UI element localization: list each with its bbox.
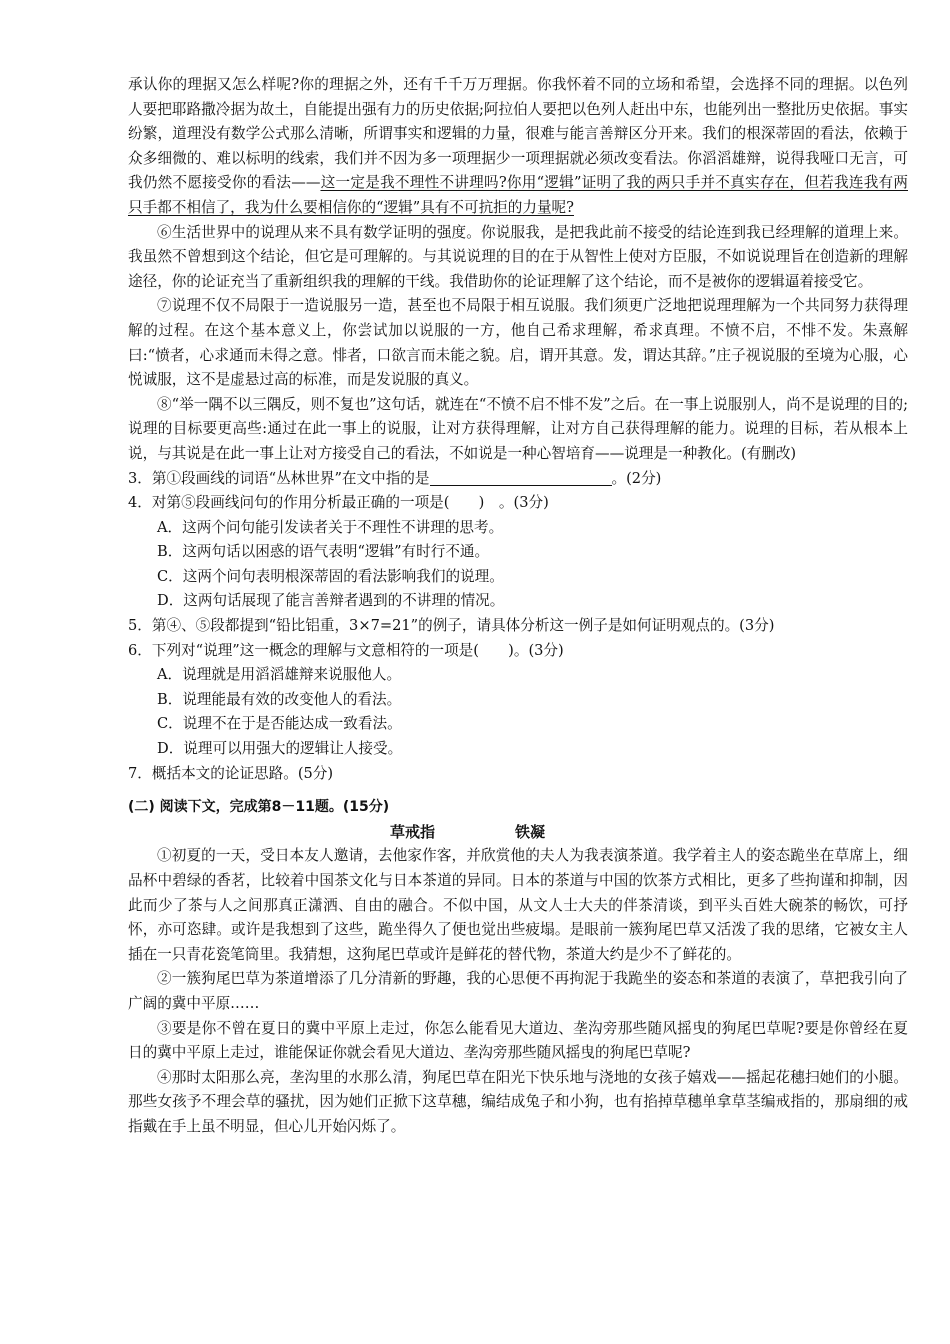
question-3-text: 3．第①段画线的词语“丛林世界”在文中指的是 (128, 469, 430, 487)
essay-paragraph-5 (128, 73, 908, 221)
answer-blank[interactable] (430, 469, 612, 486)
paragraph-5-text: 承认你的理据又怎么样呢?你的理据之外，还有千千万万理据。你我怀着不同的立场和希望，会选择不同的理据。以色列人要把耶路撒冷据为故土，自能提出强有力的历史依据;阿拉伯人要把以色列人赶出中东，也能列出一整批历史依据。事实纷繁，道理没有数学公式那么清晰，所谓事实和逻辑的力量，很难与能言善辩区分开来。我们的根深蒂固的看法，依赖于众多细微的、难以标明的线索，我们并不因为多一项理据少一项理据就必须改变看法。你滔滔雄辩，说得我哑口无言，可我仍然不愿接受你的看法—— (128, 76, 908, 192)
story-author: 铁凝 (515, 822, 546, 841)
question-6-option-b[interactable]: B．说理能最有效的改变他人的看法。 (157, 690, 402, 708)
story-title-row (128, 820, 908, 845)
essay-paragraph-8: ⑧“举一隅不以三隅反，则不复也”这句话，就连在“不愤不启不悱不发”之后。在一事上说服别人，尚不是说理的目的;说理的目标要更高些:通过在此一事上的说服，让对方获得理解，让对方自己获得理解的能力。说理的目标，若从根本上说，与其说是在此一事上让对方接受自己的看法，不如说是一种心智培育——说理是一种教化。(有删改) (128, 395, 908, 462)
question-4-option-d[interactable]: D．这两句话展现了能言善辩者遇到的不讲理的情况。 (157, 592, 505, 610)
question-4-option-c[interactable]: C．这两个问句表明根深蒂固的看法影响我们的说理。 (157, 567, 504, 585)
exam-page (128, 73, 908, 1140)
question-3 (128, 467, 908, 492)
question-6-option-a[interactable]: A．说理就是用滔滔雄辩来说服他人。 (157, 666, 402, 684)
question-7: 7．概括本文的论证思路。(5分) (128, 764, 334, 782)
question-4-option-b[interactable]: B．这两句话以困惑的语气表明“逻辑”有时行不通。 (157, 543, 490, 561)
question-6: 6．下列对“说理”这一概念的理解与文意相符的一项是( )。(3分) (128, 641, 564, 659)
essay-paragraph-7: ⑦说理不仅不局限于一造说服另一造，甚至也不局限于相互说服。我们须更广泛地把说理理解为一个共同努力获得理解的过程。在这个基本意义上，你尝试加以说服的一方，他自己希求理解，希求真理。不愤不启，不悱不发。朱熹解曰:“愤者，心求通而未得之意。悱者，口欲言而未能之貌。启，谓开其意。发，谓达其辞。”庄子视说服的至境为心服，心悦诚服，这不是虚悬过高的标准，而是发说服的真义。 (128, 297, 908, 389)
underlined-questions: 这一定是我不理性不讲理吗?你用“逻辑”证明了我的两只手并不真实存在，但若我连我有两只手都不相信了，我为什么要相信你的“逻辑”具有不可抗拒的力量呢? (128, 174, 908, 216)
story-paragraph-1: ①初夏的一天，受日本友人邀请，去他家作客，并欣赏他的夫人为我表演茶道。我学着主人的姿态跪坐在草席上，细品杯中碧绿的香茗，比较着中国茶文化与日本茶道的异同。日本的茶道与中国的饮茶方式相比，更多了些拘谨和抑制，因此而少了茶与人之间那真正潇洒、自由的融合。不似中国，从文人士大夫的伴茶清谈，到平头百姓大碗茶的畅饮，可抒怀，亦可恣肆。或许是我想到了这些，跪坐得久了便也觉出些疲塌。是眼前一簇狗尾巴草又活泼了我的思绪，它被女主人插在一只青花瓷笔筒里。我猜想，这狗尾巴草或许是鲜花的替代物，茶道大约是少不了鲜花的。 (128, 847, 908, 963)
question-6-option-c[interactable]: C．说理不在于是否能达成一致看法。 (157, 715, 402, 733)
story-paragraph-2: ②一簇狗尾巴草为茶道增添了几分清新的野趣，我的心思便不再拘泥于我跪坐的姿态和茶道的表演了，草把我引向了广阔的冀中平原…… (128, 970, 908, 1012)
question-3-score: 。(2分) (611, 469, 662, 487)
section-2-heading: (二) 阅读下文，完成第8－11题。(15分) (128, 799, 390, 816)
question-4: 4．对第⑤段画线问句的作用分析最正确的一项是( ) 。(3分) (128, 494, 549, 512)
essay-paragraph-6: ⑥生活世界中的说理从来不具有数学证明的强度。你说服我，是把我此前不接受的结论连到我已经理解的道理上来。我虽然不曾想到这个结论，但它是可理解的。与其说说理的目的在于从智性上使对方臣服，不如说说理旨在创造新的理解途径，你的论证充当了重新组织我的理解的干线。我借助你的论证理解了这个结论，而不是被你的逻辑逼着接受它。 (128, 223, 908, 290)
story-paragraph-3: ③要是你不曾在夏日的冀中平原上走过，你怎么能看见大道边、垄沟旁那些随风摇曳的狗尾巴草呢?要是你曾经在夏日的冀中平原上走过，谁能保证你就会看见大道边、垄沟旁那些随风摇曳的狗尾巴草呢? (128, 1019, 908, 1062)
story-paragraph-4: ④那时太阳那么亮，垄沟里的水那么清，狗尾巴草在阳光下快乐地与浇地的女孩子嬉戏——摇起花穗扫她们的小腿。那些女孩予不理会草的骚扰，因为她们正掀下这草穗，编结成兔子和小狗，也有掐掉草穗单拿草茎编戒指的，那扇细的戒指戴在手上虽不明显，但心儿开始闪烁了。 (128, 1068, 908, 1135)
story-title: 草戒指 (390, 822, 436, 841)
question-4-option-a[interactable]: A．这两个问句能引发读者关于不理性不讲理的思考。 (157, 518, 504, 536)
question-6-option-d[interactable]: D．说理可以用强大的逻辑让人接受。 (157, 740, 403, 758)
question-5: 5．第④、⑤段都提到“铅比铝重，3×7=21”的例子，请具体分析这一例子是如何证明观点的。(3分) (128, 617, 775, 635)
